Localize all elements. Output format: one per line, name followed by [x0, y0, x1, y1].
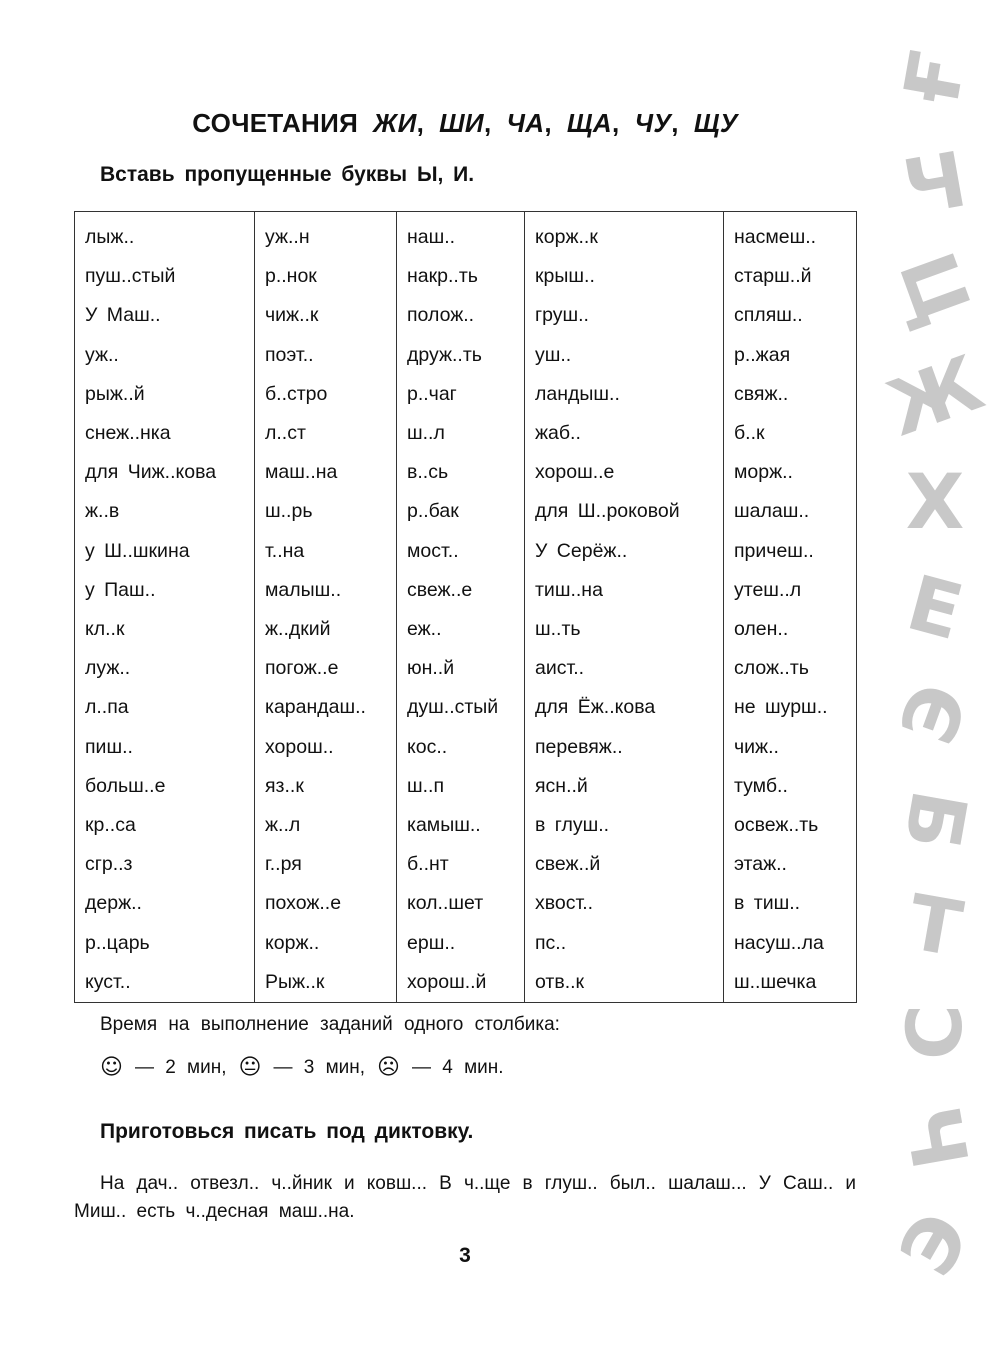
word-item: перевяж..: [535, 735, 623, 758]
time-label: — 4 мин.: [411, 1056, 504, 1078]
time-label: — 2 мин,: [134, 1056, 227, 1078]
word-item: р..жая: [734, 343, 791, 366]
word-item: ш..рь: [265, 500, 313, 523]
decorative-letter-icon: Е: [898, 557, 972, 658]
word-item: чиж..: [734, 735, 779, 758]
word-item: ландыш..: [535, 382, 620, 405]
word-item: утеш..л: [734, 578, 802, 601]
word-item: тиш..на: [535, 578, 603, 601]
word-item: пс..: [535, 931, 567, 954]
word-item: сгр..з: [85, 853, 133, 876]
word-item: душ..стый: [407, 696, 499, 719]
word-item: хорош..: [265, 735, 334, 758]
word-item: карандаш..: [265, 696, 366, 719]
word-item: р..нок: [265, 265, 317, 288]
word-item: У Маш..: [85, 304, 161, 327]
word-column: [525, 212, 724, 1003]
page-number: 3: [459, 1244, 471, 1267]
word-item: Рыж..к: [265, 970, 325, 993]
decorative-letter-icon: Э: [883, 672, 986, 756]
word-item: кр..са: [85, 814, 136, 837]
word-table: [74, 211, 857, 1003]
word-item: в глуш..: [535, 814, 610, 837]
word-item: у Паш..: [85, 578, 156, 601]
word-item: хорош..е: [535, 461, 615, 484]
title-prefix: СОЧЕТАНИЯ: [192, 108, 359, 138]
decorative-letter-icon: Ц: [881, 241, 990, 339]
dictation-instruction: Приготовься писать под диктовку.: [100, 1120, 474, 1143]
word-item: мост..: [407, 539, 459, 562]
dictation-text: На дач.. отвезл.. ч..йник и ковш... В ч..ще в глуш.. был.. шалаш... У Саш.. и Миш.. есть ч..десная маш..на.: [74, 1173, 856, 1222]
word-item: р..чаг: [407, 382, 457, 405]
word-item: луж..: [85, 657, 131, 680]
word-item: ш..п: [407, 774, 445, 797]
word-item: ж..в: [85, 500, 120, 523]
word-item: хвост..: [535, 892, 594, 915]
decorative-letter-icon: Ғ: [886, 45, 983, 111]
title-combo: ЩА: [566, 108, 613, 138]
word-item: б..к: [734, 422, 765, 445]
word-item: уж..н: [265, 226, 310, 248]
word-item: ж..дкий: [265, 618, 331, 641]
word-item: накр..ть: [407, 265, 478, 288]
decorative-letter-icon: Ч: [896, 134, 973, 233]
word-item: р..царь: [85, 931, 150, 954]
word-column: [397, 212, 525, 1003]
title-combo: ШИ: [439, 108, 484, 138]
word-item: р..бак: [407, 500, 459, 523]
word-item: старш..й: [734, 265, 812, 288]
task-instruction: Вставь пропущенные буквы Ы, И.: [100, 163, 475, 186]
word-item: ш..ть: [535, 618, 581, 641]
decorative-letter-strip: [875, 30, 994, 1330]
word-item: поэт..: [265, 343, 314, 366]
decorative-letter-icon: Х: [905, 457, 965, 546]
page-title: СОЧЕТАНИЯ ЖИ, ШИ, ЧА, ЩА, ЧУ, ЩУ: [192, 108, 738, 138]
title-combo: ЧУ: [634, 108, 672, 138]
word-item: груш..: [535, 304, 589, 327]
word-item: спляш..: [734, 304, 803, 327]
word-item: У Серёж..: [535, 539, 628, 562]
word-item: куст..: [85, 970, 131, 993]
word-item: погож..е: [265, 657, 339, 680]
word-column: [255, 212, 397, 1003]
title-combo: ЧА: [506, 108, 545, 138]
word-item: л..ст: [265, 422, 306, 445]
word-item: отв..к: [535, 970, 585, 993]
decorative-letter-icon: Ж: [875, 337, 994, 454]
word-item: для Чиж..кова: [85, 461, 217, 484]
word-item: яз..к: [265, 774, 304, 797]
word-item: держ..: [85, 892, 142, 915]
word-item: ерш..: [407, 931, 456, 954]
word-item: свеж..й: [535, 853, 601, 876]
decorative-letter-icon: Ч: [886, 1099, 985, 1176]
word-item: корж..: [265, 931, 320, 954]
word-item: наш..: [407, 226, 456, 248]
time-label: — 3 мин,: [273, 1056, 366, 1078]
word-item: тумб..: [734, 774, 788, 797]
word-item: аист..: [535, 657, 585, 680]
word-item: кол..шет: [407, 892, 484, 915]
word-item: друж..ть: [407, 343, 482, 366]
title-combo: ЖИ: [373, 108, 417, 138]
word-item: л..па: [85, 696, 129, 719]
word-item: малыш..: [265, 578, 342, 601]
word-item: кл..к: [85, 618, 125, 641]
word-item: ш..л: [407, 422, 445, 445]
word-item: камыш..: [407, 814, 481, 837]
word-item: уж..: [85, 343, 119, 366]
word-item: слож..ть: [734, 657, 809, 680]
word-item: причеш..: [734, 539, 814, 562]
decorative-letter-icon: Б: [886, 783, 985, 857]
word-item: корж..к: [535, 226, 598, 248]
word-item: уш..: [535, 343, 572, 366]
word-item: насуш..ла: [734, 931, 824, 954]
frowning-face-icon: ☹: [377, 1055, 400, 1080]
word-item: не шурш..: [734, 696, 828, 719]
decorative-letter-icon: Э: [882, 1197, 988, 1291]
time-note: Время на выполнение заданий одного столбика:: [100, 1014, 560, 1035]
word-item: жаб..: [535, 422, 581, 445]
word-item: ж..л: [265, 814, 301, 837]
word-item: б..нт: [407, 853, 449, 876]
word-item: чиж..к: [265, 304, 319, 327]
word-item: т..на: [265, 539, 305, 562]
word-item: морж..: [734, 461, 793, 484]
word-item: в тиш..: [734, 892, 801, 915]
word-item: ясн..й: [535, 774, 588, 797]
word-item: в..сь: [407, 461, 449, 484]
smiling-face-icon: ☺: [100, 1055, 123, 1080]
decorative-letter-icon: С: [890, 1004, 979, 1060]
word-item: еж..: [407, 618, 442, 641]
word-item: полож..: [407, 304, 475, 327]
word-item: больш..е: [85, 774, 166, 797]
title-combo: ЩУ: [693, 108, 738, 138]
word-item: кос..: [407, 735, 448, 758]
decorative-letter-icon: Т: [901, 877, 969, 974]
word-item: пиш..: [85, 735, 133, 758]
word-item: для Ш..роковой: [535, 500, 680, 523]
word-item: снеж..нка: [85, 422, 171, 445]
word-item: олен..: [734, 618, 789, 641]
word-item: свяж..: [734, 382, 789, 405]
word-item: освеж..ть: [734, 814, 819, 837]
word-item: насмеш..: [734, 226, 817, 248]
neutral-face-icon: 😐: [238, 1055, 262, 1080]
word-item: лыж..: [85, 226, 135, 248]
word-item: г..ря: [265, 853, 302, 876]
word-item: хорош..й: [407, 970, 487, 993]
word-item: пуш..стый: [85, 265, 176, 288]
word-item: маш..на: [265, 461, 338, 484]
word-item: похож..е: [265, 892, 342, 915]
word-item: свеж..е: [407, 578, 473, 601]
word-item: шалаш..: [734, 500, 810, 523]
word-item: для Ёж..кова: [535, 696, 656, 719]
word-item: этаж..: [734, 853, 787, 876]
word-item: ш..шечка: [734, 970, 817, 993]
word-column: [75, 212, 255, 1003]
word-item: б..стро: [265, 382, 328, 405]
word-item: юн..й: [407, 657, 455, 680]
word-item: у Ш..шкина: [85, 539, 190, 562]
word-column: [724, 212, 857, 1003]
time-legend: [100, 1055, 516, 1080]
word-item: рыж..й: [85, 382, 145, 405]
word-item: крыш..: [535, 265, 595, 288]
